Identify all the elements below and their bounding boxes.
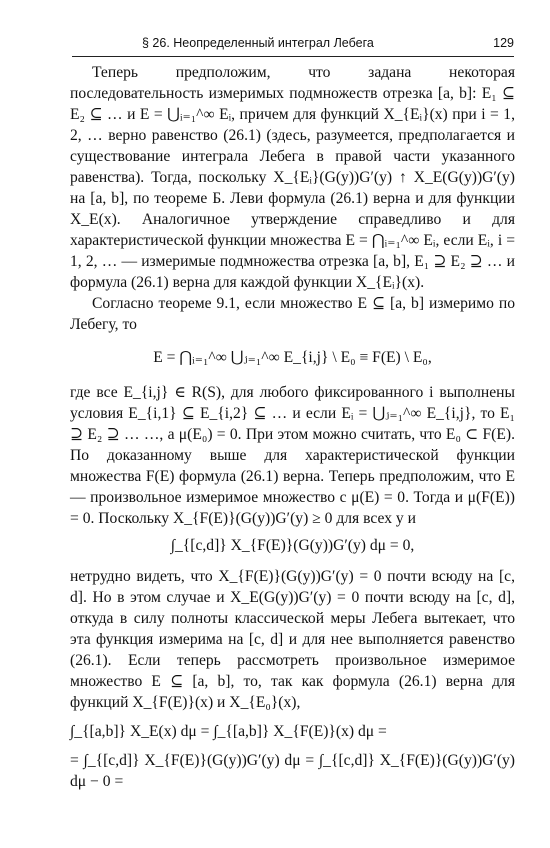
paragraph-4: нетрудно видеть, что X_{F(E)}(G(y))G′(y) = 0 почти всюду на [c, d]. Но в этом случае и X_E(G(y))G′(y) = 0 почти всюду на [c, d], откуда в силу полноты классической меры Лебега вытекает, что эта функция измерима на [c, d] и для нее выполняется равенство (26.1). Если теперь рассмотреть произвольное измеримое множество E ⊆ [a, b], то, так как формула (26.1) верна для функций X_{F(E)}(x) и X_{E₀}(x), — [70, 568, 515, 711]
equation-4: = ∫_{[c,d]} X_{F(E)}(G(y))G′(y) dμ = ∫_{[c,d]} X_{F(E)}(G(y))G′(y) dμ − 0 = — [70, 752, 515, 790]
paragraph-2: Согласно теореме 9.1, если множество E ⊆ [a, b] измеримо по Лебегу, то — [70, 295, 515, 333]
page-body — [70, 62, 515, 792]
equation-2: ∫_{[c,d]} X_{F(E)}(G(y))G′(y) dμ = 0, — [170, 537, 415, 554]
equation-3: ∫_{[a,b]} X_E(x) dμ = ∫_{[a,b]} X_{F(E)}(x) dμ = — [70, 723, 387, 740]
running-header — [72, 34, 514, 57]
header-title: § 26. Неопределенный интеграл Лебега — [142, 36, 374, 50]
equation-1: E = ⋂ᵢ₌₁^∞ ⋃ⱼ₌₁^∞ E_{i,j} \ E₀ ≡ F(E) \ E₀, — [153, 349, 432, 366]
paragraph-3: где все E_{i,j} ∈ R(S), для любого фиксированного i выполнены условия E_{i,1} ⊆ E_{i,2} ⊆ … и если Eᵢ = ⋃ⱼ₌₁^∞ E_{i,j}, то E₁ ⊇ E₂ ⊇ … …, а μ(E₀) = 0. При этом можно считать, что E₀ ⊂ F(E). По доказанному выше для характеристической функции множества F(E) формула (26.1) верна. Теперь предположим, что E — произвольное измеримое множество с μ(E) = 0. Тогда и μ(F(E)) = 0. Поскольку X_{F(E)}(G(y))G′(y) ≥ 0 для всех y и — [70, 384, 515, 527]
page-number: 129 — [493, 36, 514, 50]
paragraph-1: Теперь предположим, что задана некоторая последовательность измеримых подмножеств отрезка [a, b]: E₁ ⊆ E₂ ⊆ … и E = ⋃ᵢ₌₁^∞ Eᵢ, причем для функций X_{Eᵢ}(x) при i = 1, 2, … верно равенство (26.1) (здесь, разумеется, предполагается и существование интеграла Лебега в правой части указанного равенства). Тогда, поскольку X_{Eᵢ}(G(y))G′(y) ↑ X_E(G(y))G′(y) на [a, b], по теореме Б. Леви формула (26.1) верна и для функции X_E(x). Аналогичное утверждение справедливо и для характеристической функции множества E = ⋂ᵢ₌₁^∞ Eᵢ, если Eᵢ, i = 1, 2, … — измеримые подмножества отрезка [a, b], E₁ ⊇ E₂ ⊇ … и формула (26.1) верна для каждой функции X_{Eᵢ}(x). — [70, 64, 515, 291]
